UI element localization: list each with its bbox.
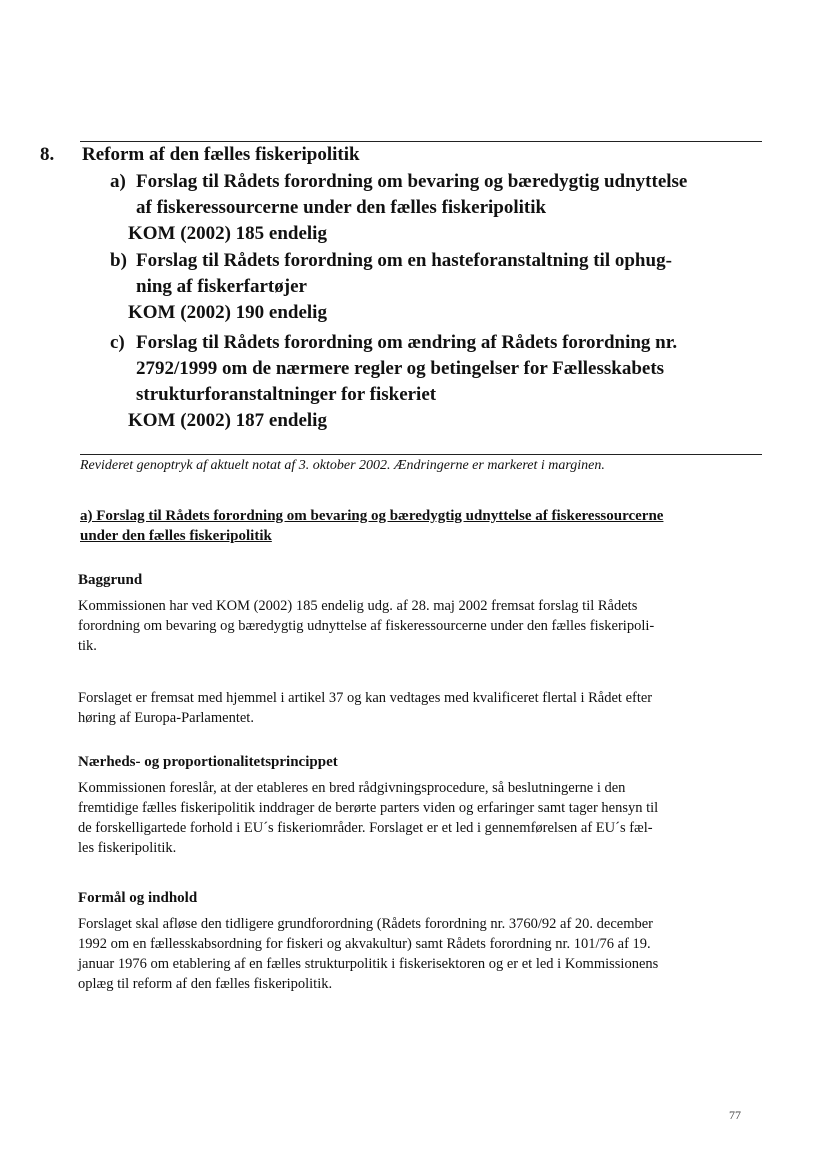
bottom-divider [80, 454, 762, 455]
baggrund-heading: Baggrund [78, 572, 143, 588]
top-divider [80, 141, 762, 142]
proposal-title-line: strukturforanstaltninger for fiskeriet [136, 384, 437, 405]
proposal-title-line: Forslag til Rådets forordning om bevaring og bæredygtig udnyttelse [136, 171, 688, 192]
proposal-title-line: Forslag til Rådets forordning om ændring af Rådets forordning nr. [136, 332, 678, 353]
revision-note: Revideret genoptryk af aktuelt notat af 3. oktober 2002. Ændringerne er markeret i marginen. [80, 458, 605, 473]
paragraph-line: fremtidige fælles fiskeripolitik inddrager de berørte parters viden og erfaringer samt tager hensyn til [78, 800, 659, 816]
section-heading-line: under den fælles fiskeripolitik [80, 528, 272, 544]
baggrund-paragraph-2 [78, 688, 748, 728]
proposal-title-line: af fiskeressourcerne under den fælles fiskeripolitik [136, 197, 547, 218]
paragraph-line: høring af Europa-Parlamentet. [78, 710, 254, 726]
proposal-title-line: Forslag til Rådets forordning om en hasteforanstaltning til ophug- [136, 250, 672, 271]
proposal-a [110, 169, 750, 247]
section-heading-line: a) Forslag til Rådets forordning om bevaring og bæredygtig udnyttelse af fiskeressourcerne [80, 508, 664, 524]
paragraph-line: Kommissionen har ved KOM (2002) 185 endelig udg. af 28. maj 2002 fremsat forslag til Rådets [78, 598, 638, 614]
proposal-letter: a) [110, 171, 126, 192]
paragraph-line: tik. [78, 638, 97, 654]
naerhed-heading: Nærheds- og proportionalitetsprincippet [78, 754, 338, 770]
proposal-title-line: 2792/1999 om de nærmere regler og betingelser for Fællesskabets [136, 358, 665, 379]
proposal-reference: KOM (2002) 185 endelig [128, 223, 327, 244]
proposal-reference: KOM (2002) 190 endelig [128, 302, 327, 323]
paragraph-line: 1992 om en fællesskabsordning for fiskeri og akvakultur) samt Rådets forordning nr. 101/76 af 19. [78, 936, 651, 952]
agenda-title: Reform af den fælles fiskeripolitik [82, 144, 360, 165]
baggrund-paragraph-1 [78, 596, 748, 656]
page-number: 77 [729, 1108, 741, 1122]
naerhed-paragraph [78, 778, 748, 858]
proposal-reference: KOM (2002) 187 endelig [128, 410, 327, 431]
proposal-b [110, 248, 750, 326]
proposal-letter: b) [110, 250, 127, 271]
paragraph-line: Forslaget skal afløse den tidligere grundforordning (Rådets forordning nr. 3760/92 af 20. december [78, 916, 654, 932]
paragraph-line: oplæg til reform af den fælles fiskeripolitik. [78, 976, 333, 992]
formaal-heading: Formål og indhold [78, 890, 198, 906]
agenda-number: 8. [40, 144, 55, 165]
paragraph-line: de forskelligartede forhold i EU´s fiskeriområder. Forslaget er et led i gennemførelsen af EU´s fæl- [78, 820, 653, 836]
paragraph-line: januar 1976 om etablering af en fælles strukturpolitik i fiskerisektoren og er et led i Kommissionens [78, 956, 659, 972]
proposal-title-line: ning af fiskerfartøjer [136, 276, 307, 297]
section-heading [80, 506, 740, 546]
proposal-letter: c) [110, 332, 125, 353]
paragraph-line: Kommissionen foreslår, at der etableres en bred rådgivningsprocedure, så beslutningerne i den [78, 780, 626, 796]
proposal-c [110, 330, 750, 434]
paragraph-line: Forslaget er fremsat med hjemmel i artikel 37 og kan vedtages med kvalificeret flertal i Rådet efter [78, 690, 653, 706]
paragraph-line: forordning om bevaring og bæredygtig udnyttelse af fiskeressourcerne under den fælles fiskeripoli- [78, 618, 655, 634]
formaal-paragraph [78, 914, 748, 994]
paragraph-line: les fiskeripolitik. [78, 840, 177, 856]
